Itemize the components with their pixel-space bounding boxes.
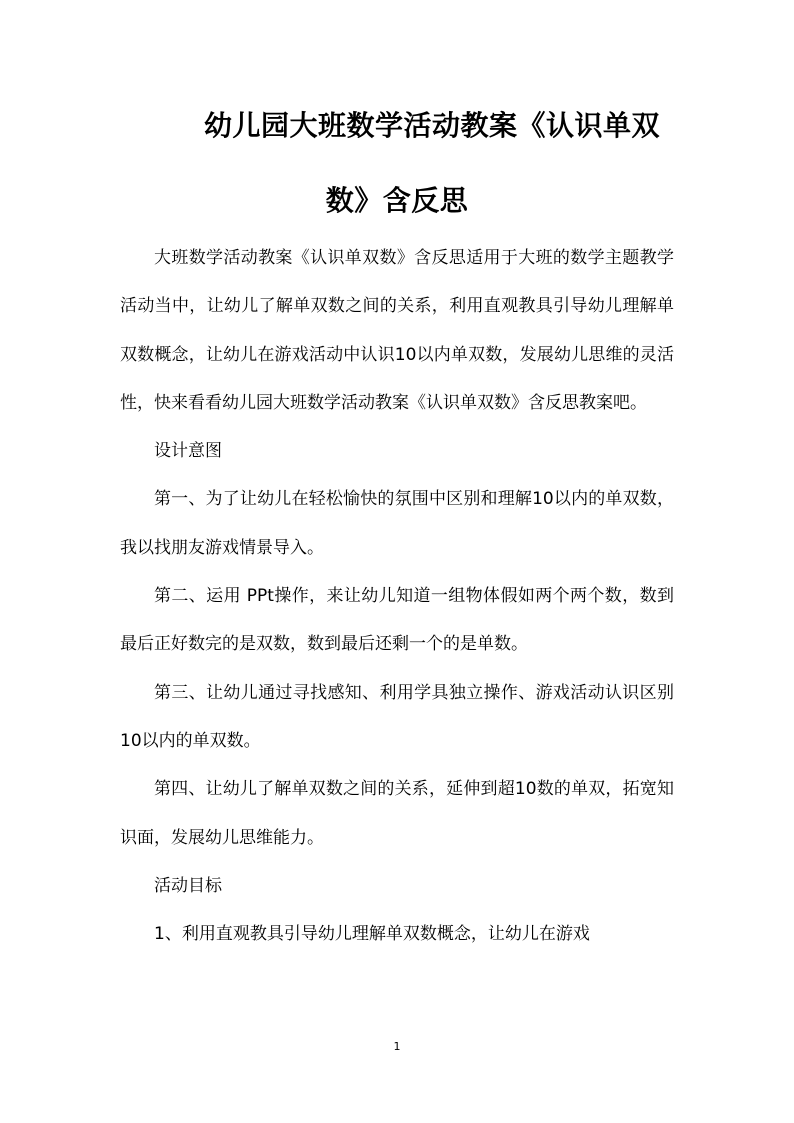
design-point-3: 第三、让幼儿通过寻找感知、利用学具独立操作、游戏活动认识区别10以内的单双数。 [120,682,674,751]
document-title [120,88,674,238]
document-body [120,234,674,958]
section-heading-design-intent: 设计意图 [154,441,222,462]
title-line-1: 幼儿园大班数学活动教案《认识单双 [204,109,661,142]
intro-paragraph: 大班数学活动教案《认识单双数》含反思适用于大班的数学主题教学活动当中，让幼儿了解单双数之间的关系，利用直观教具引导幼儿理解单双数概念，让幼儿在游戏活动中认识10以内单双数，发展幼儿思维的灵活性，快来看看幼儿园大班数学活动教案《认识单双数》含反思教案吧。 [120,248,674,413]
goal-item-1: 1、利用直观教具引导幼儿理解单双数概念，让幼儿在游戏 [154,924,590,945]
page-number: 1 [393,1040,401,1053]
design-point-1: 第一、为了让幼儿在轻松愉快的氛围中区别和理解10以内的单双数，我以找朋友游戏情景导入。 [120,489,674,558]
design-point-2: 第二、运用 PPt操作，来让幼儿知道一组物体假如两个两个数，数到最后正好数完的是双数，数到最后还剩一个的是单数。 [120,586,674,655]
title-line-2: 数》含反思 [325,184,469,217]
section-heading-activity-goals: 活动目标 [154,875,222,896]
design-point-4: 第四、让幼儿了解单双数之间的关系，延伸到超10数的单双，拓宽知识面，发展幼儿思维能力。 [120,779,674,848]
